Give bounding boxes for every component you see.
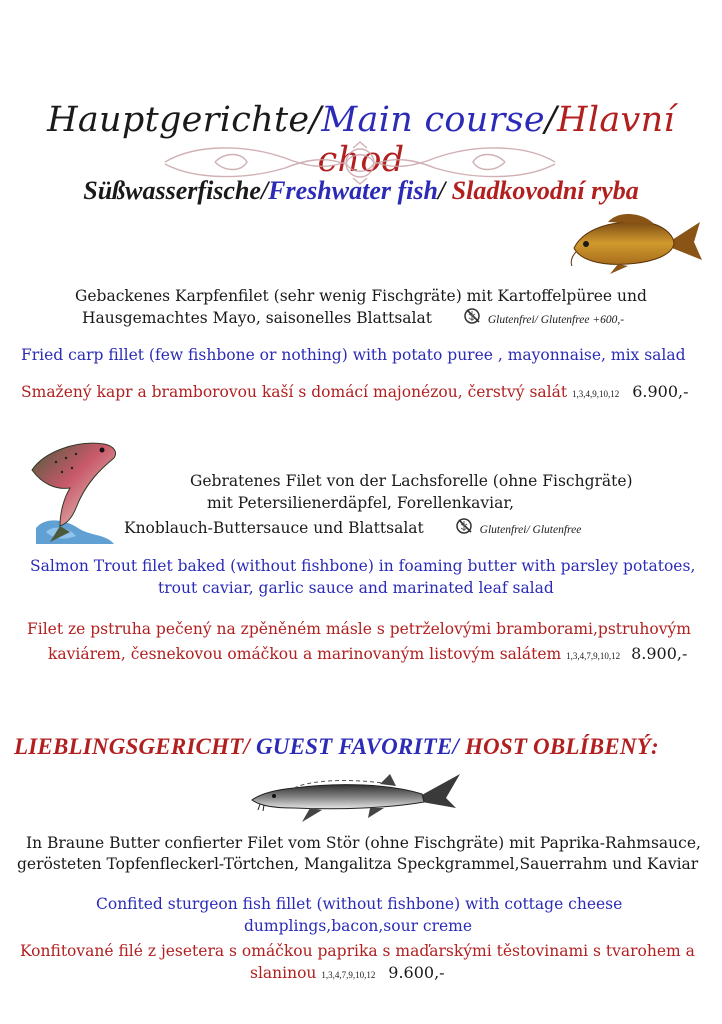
carp-cz: Smažený kapr a bramborovou kaší s domácí majonézou, čerstvý salát (21, 383, 568, 401)
carp-fish-image (568, 210, 704, 276)
sturgeon-de-line1: In Braune Butter confierter Filet vom Stör (ohne Fischgräte) mit Paprika-Rahmsauce, (26, 834, 701, 852)
trout-de-line3-row (124, 517, 714, 541)
carp-de-line2: Hausgemachtes Mayo, saisonelles Blattsalat (82, 309, 432, 327)
trout-en-line1: Salmon Trout filet baked (without fishbone) in foaming butter with parsley potatoes, (30, 557, 696, 575)
gluten-free-icon (463, 307, 483, 331)
sturgeon-allergens: 1,3,4,7,9,10,12 (321, 970, 376, 980)
sturgeon-cz-line1: Konfitované filé z jesetera s omáčkou paprika s maďarskými těstovinami s tvarohem a (20, 942, 695, 960)
trout-gluten-note: Glutenfrei/ Glutenfree (479, 524, 582, 536)
trout-de-line3: Knoblauch-Buttersauce und Blattsalat (124, 519, 424, 537)
trout-price: 8.900,- (631, 644, 688, 663)
title-cz: Hlavní chod (317, 100, 675, 180)
favorite-de: LIEBLINGSGERICHT/ (14, 734, 251, 759)
carp-price: 6.900,- (632, 382, 689, 401)
favorite-en: GUEST FAVORITE/ (250, 734, 460, 759)
trout-allergens: 1,3,4,7,9,10,12 (566, 651, 621, 661)
sturgeon-cz-line2-row (250, 962, 710, 986)
trout-en-line2: trout caviar, garlic sauce and marinated leaf salad (158, 579, 554, 597)
trout-de-line2: mit Petersilienerdäpfel, Forellenkaviar, (207, 494, 515, 512)
carp-allergens: 1,3,4,9,10,12 (572, 389, 620, 399)
carp-cz-row (21, 381, 711, 405)
trout-de-line1: Gebratenes Filet von der Lachsforelle (ohne Fischgräte) (190, 472, 633, 490)
trout-fish-image (26, 432, 122, 550)
trout-cz-line2: kaviárem, česnekovou omáčkou a marinovaným listovým salátem (48, 645, 562, 663)
subtitle-en: Freshwater fish (268, 176, 438, 205)
carp-de-line1: Gebackenes Karpfenfilet (sehr wenig Fischgräte) mit Kartoffelpüree und (75, 287, 647, 305)
favorite-heading (14, 734, 714, 760)
favorite-cz: HOST OBLÍBENÝ: (459, 734, 659, 759)
subtitle-sep: / (437, 176, 452, 205)
section-subtitle (0, 176, 722, 206)
sturgeon-fish-image (250, 770, 464, 828)
sturgeon-price: 9.600,- (388, 963, 445, 982)
sturgeon-cz-line2: slaninou (250, 964, 317, 982)
sturgeon-en-line1: Confited sturgeon fish fillet (without fishbone) with cottage cheese (96, 895, 623, 913)
carp-en: Fried carp fillet (few fishbone or nothing) with potato puree , mayonnaise, mix salad (21, 346, 686, 364)
trout-cz-line2-row (48, 643, 708, 667)
title-de: Hauptgerichte/ (47, 100, 322, 140)
sturgeon-en-line2: dumplings,bacon,sour creme (244, 917, 473, 935)
subtitle-cz: Sladkovodní ryba (451, 176, 639, 205)
carp-de-line2-row (82, 307, 722, 331)
trout-cz-line1: Filet ze pstruha pečený na zpěněném másle s petrželovými bramborami,pstruhovým (27, 620, 691, 638)
gluten-free-icon (455, 517, 475, 541)
subtitle-de: Süßwasserfische/ (83, 176, 269, 205)
sturgeon-de-line2: gerösteten Topfenfleckerl-Törtchen, Mangalitza Speckgrammel,Sauerrahm und Kaviar (17, 855, 699, 873)
title-sep: / (544, 100, 558, 140)
carp-gluten-note: Glutenfrei/ Glutenfree +600,- (487, 314, 625, 326)
title-en: Main course (321, 100, 545, 140)
